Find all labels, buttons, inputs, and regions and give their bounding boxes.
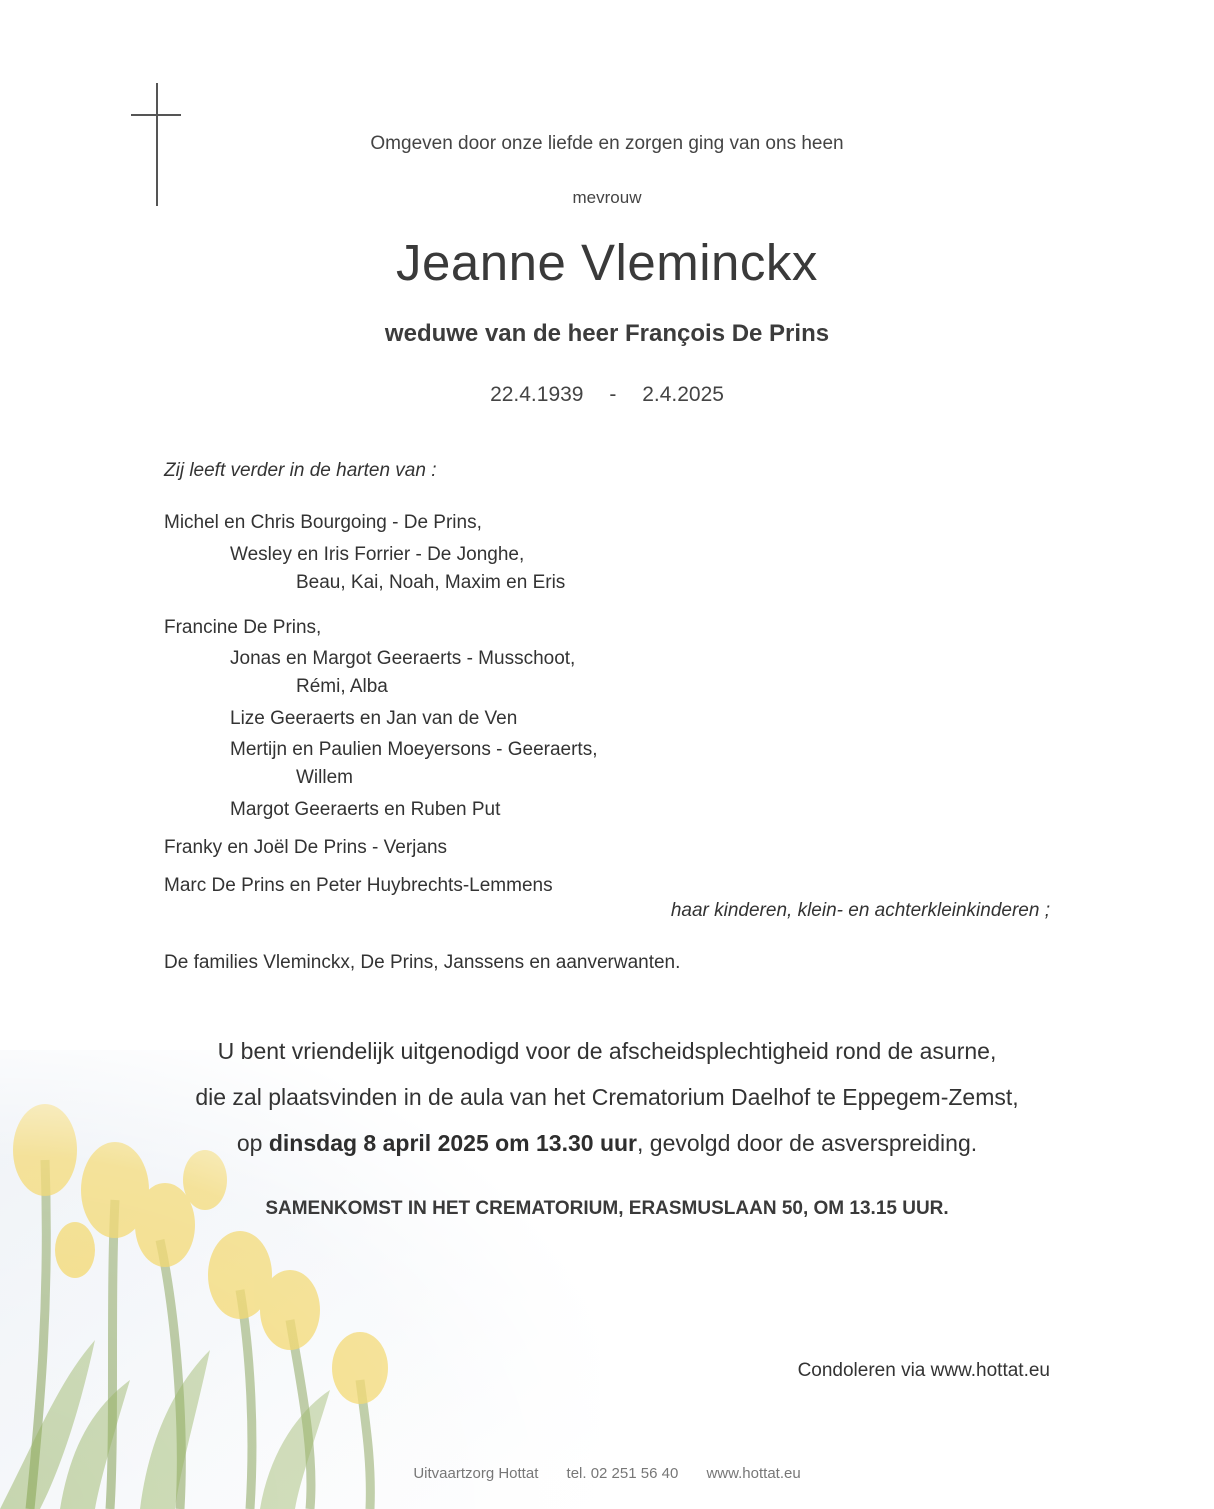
ceremony-line-3-prefix: op [236,1130,269,1156]
widow-of: weduwe van de heer François De Prins [384,320,830,347]
ceremony-date-time: dinsdag 8 april 2025 om 13.30 uur [268,1130,638,1156]
date-separator: - [609,383,617,406]
family-line: Margot Geeraerts en Ruben Put [230,799,501,820]
family-line: Willem [296,767,353,788]
families-text: De families Vleminckx, De Prins, Janssens en aanverwanten. [164,952,681,973]
family-line: Lize Geeraerts en Jan van de Ven [230,708,518,729]
gathering-notice: SAMENKOMST IN HET CREMATORIUM, ERASMUSLAAN 50, OM 13.15 UUR. [265,1198,949,1219]
ceremony-line-1: U bent vriendelijk uitgenodigd voor de afscheidsplechtigheid rond de asurne, [217,1038,997,1064]
family-line: Mertijn en Paulien Moeyersons - Geeraerts, [230,739,598,760]
family-line: Michel en Chris Bourgoing - De Prins, [164,512,482,533]
birth-date: 22.4.1939 [490,383,584,406]
ceremony-line-3 [0,1130,1214,1157]
footer-company: Uitvaartzorg Hottat [413,1465,539,1482]
family-line: Francine De Prins, [164,617,322,638]
life-dates [0,383,1214,407]
family-line: Jonas en Margot Geeraerts - Musschoot, [230,648,576,669]
family-line: Marc De Prins en Peter Huybrechts-Lemmens [164,875,553,896]
family-line: Franky en Joël De Prins - Verjans [164,837,448,858]
ceremony-line-2: die zal plaatsvinden in de aula van het Crematorium Daelhof te Eppegem-Zemst, [195,1084,1019,1110]
tulip-background-image [0,1050,600,1509]
death-date: 2.4.2025 [642,383,724,406]
ceremony-line-3-suffix: , gevolgd door de asverspreiding. [637,1130,978,1156]
cross-icon-horizontal [131,114,181,116]
family-line: Beau, Kai, Noah, Maxim en Eris [296,572,566,593]
footer [0,1465,1214,1482]
deceased-name: Jeanne Vleminckx [396,234,818,291]
family-intro: Zij leeft verder in de harten van : [164,460,437,481]
intro-text: Omgeven door onze liefde en zorgen ging van ons heen [370,133,844,154]
condolence-link[interactable]: Condoleren via www.hottat.eu [797,1360,1050,1381]
footer-website[interactable]: www.hottat.eu [706,1465,801,1482]
family-line: Wesley en Iris Forrier - De Jonghe, [230,544,525,565]
footer-phone: tel. 02 251 56 40 [566,1465,679,1482]
relation-text: haar kinderen, klein- en achterkleinkinderen ; [670,900,1050,921]
family-line: Rémi, Alba [296,676,388,697]
salutation: mevrouw [572,188,642,207]
